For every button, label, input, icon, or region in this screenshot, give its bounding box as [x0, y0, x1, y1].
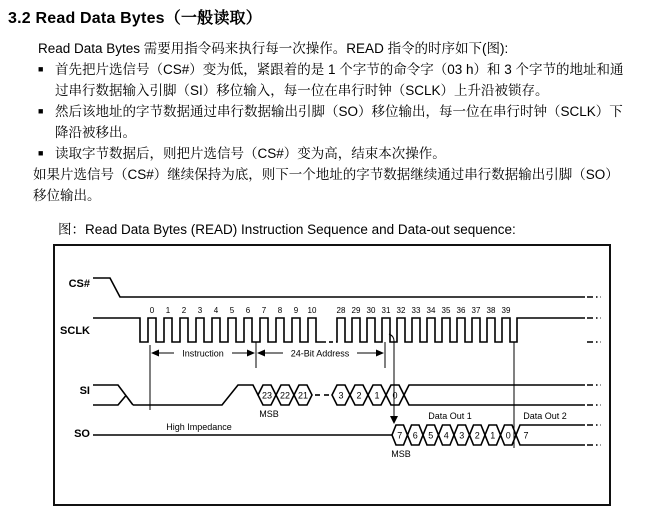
svg-text:24-Bit Address: 24-Bit Address — [290, 348, 350, 359]
svg-text:7: 7 — [397, 430, 403, 441]
bullet-text: 首先把片选信号（CS#）变为低，紧跟着的是 1 个字节的命令字（03 h）和 3 个字节的地址和通过串行数据输入引脚（SI）移位输入，每一位在串行时钟（SCLK）上升沿被锁存。 — [55, 62, 624, 98]
svg-text:SO: SO — [74, 428, 90, 440]
svg-text:22: 22 — [279, 390, 291, 401]
svg-text:21: 21 — [297, 390, 309, 401]
svg-text:38: 38 — [486, 306, 496, 315]
bullet-text: 然后该地址的字节数据通过串行数据输出引脚（SO）移位输出，每一位在串行时钟（SCLK）下降沿被移出。 — [55, 104, 623, 140]
svg-text:3: 3 — [459, 430, 465, 441]
svg-text:2: 2 — [356, 390, 362, 401]
figure-caption: 图：Read Data Bytes (READ) Instruction Sequence and Data-out sequence: — [58, 222, 516, 237]
svg-text:Instruction: Instruction — [182, 348, 224, 359]
cs-signal-wave — [93, 278, 601, 297]
bullet-item — [33, 59, 627, 101]
svg-text:1: 1 — [165, 306, 171, 315]
svg-text:2: 2 — [474, 430, 480, 441]
bullet-item — [33, 101, 627, 143]
svg-text:SI: SI — [79, 385, 90, 397]
svg-text:0: 0 — [149, 306, 155, 315]
svg-text:1: 1 — [374, 390, 380, 401]
svg-text:9: 9 — [293, 306, 299, 315]
section-heading: 3.2 Read Data Bytes（一般读取） — [8, 10, 262, 27]
body-text — [33, 38, 627, 206]
svg-text:32: 32 — [396, 306, 406, 315]
svg-text:30: 30 — [366, 306, 376, 315]
svg-text:0: 0 — [392, 390, 398, 401]
svg-text:2: 2 — [181, 306, 187, 315]
bullet-square-icon: ■ — [38, 64, 44, 74]
svg-text:8: 8 — [277, 306, 283, 315]
svg-text:31: 31 — [381, 306, 391, 315]
svg-text:35: 35 — [441, 306, 451, 315]
svg-text:28: 28 — [336, 306, 346, 315]
svg-text:7: 7 — [261, 306, 267, 315]
closing-paragraph: 如果片选信号（CS#）继续保持为底，则下一个地址的字节数据继续通过串行数据输出引脚（SO）移位输出。 — [33, 167, 619, 203]
bullet-text: 读取字节数据后，则把片选信号（CS#）变为高，结束本次操作。 — [55, 146, 446, 161]
intro-paragraph: Read Data Bytes 需要用指令码来执行每一次操作。READ 指令的时序如下(图): — [38, 41, 509, 56]
so-signal-wave — [93, 411, 601, 459]
svg-text:Data Out 1: Data Out 1 — [428, 411, 472, 421]
svg-text:1: 1 — [490, 430, 496, 441]
dimension-arrows — [151, 347, 384, 359]
svg-text:High Impedance: High Impedance — [166, 422, 232, 432]
svg-text:6: 6 — [412, 430, 418, 441]
timing-diagram-svg — [55, 246, 609, 504]
svg-text:3: 3 — [338, 390, 344, 401]
svg-text:7: 7 — [523, 430, 529, 441]
bullet-item — [33, 143, 627, 164]
svg-text:29: 29 — [351, 306, 361, 315]
svg-text:36: 36 — [456, 306, 466, 315]
svg-text:6: 6 — [245, 306, 251, 315]
timing-diagram-frame — [53, 244, 611, 506]
svg-text:0: 0 — [505, 430, 511, 441]
svg-text:39: 39 — [501, 306, 511, 315]
svg-text:3: 3 — [197, 306, 203, 315]
svg-text:5: 5 — [229, 306, 235, 315]
svg-text:Data Out 2: Data Out 2 — [523, 411, 567, 421]
svg-text:CS#: CS# — [68, 278, 90, 290]
svg-text:33: 33 — [411, 306, 421, 315]
svg-text:23: 23 — [261, 390, 273, 401]
svg-text:MSB: MSB — [259, 409, 279, 419]
bullet-square-icon: ■ — [38, 106, 44, 116]
sclk-signal-wave — [93, 306, 601, 342]
svg-text:4: 4 — [443, 430, 449, 441]
svg-text:SCLK: SCLK — [60, 325, 90, 337]
svg-text:10: 10 — [307, 306, 317, 315]
bullet-square-icon: ■ — [38, 148, 44, 158]
signal-labels — [60, 278, 90, 440]
svg-text:MSB: MSB — [391, 449, 411, 459]
svg-text:37: 37 — [471, 306, 481, 315]
svg-text:4: 4 — [213, 306, 219, 315]
svg-text:5: 5 — [428, 430, 434, 441]
svg-text:34: 34 — [426, 306, 436, 315]
